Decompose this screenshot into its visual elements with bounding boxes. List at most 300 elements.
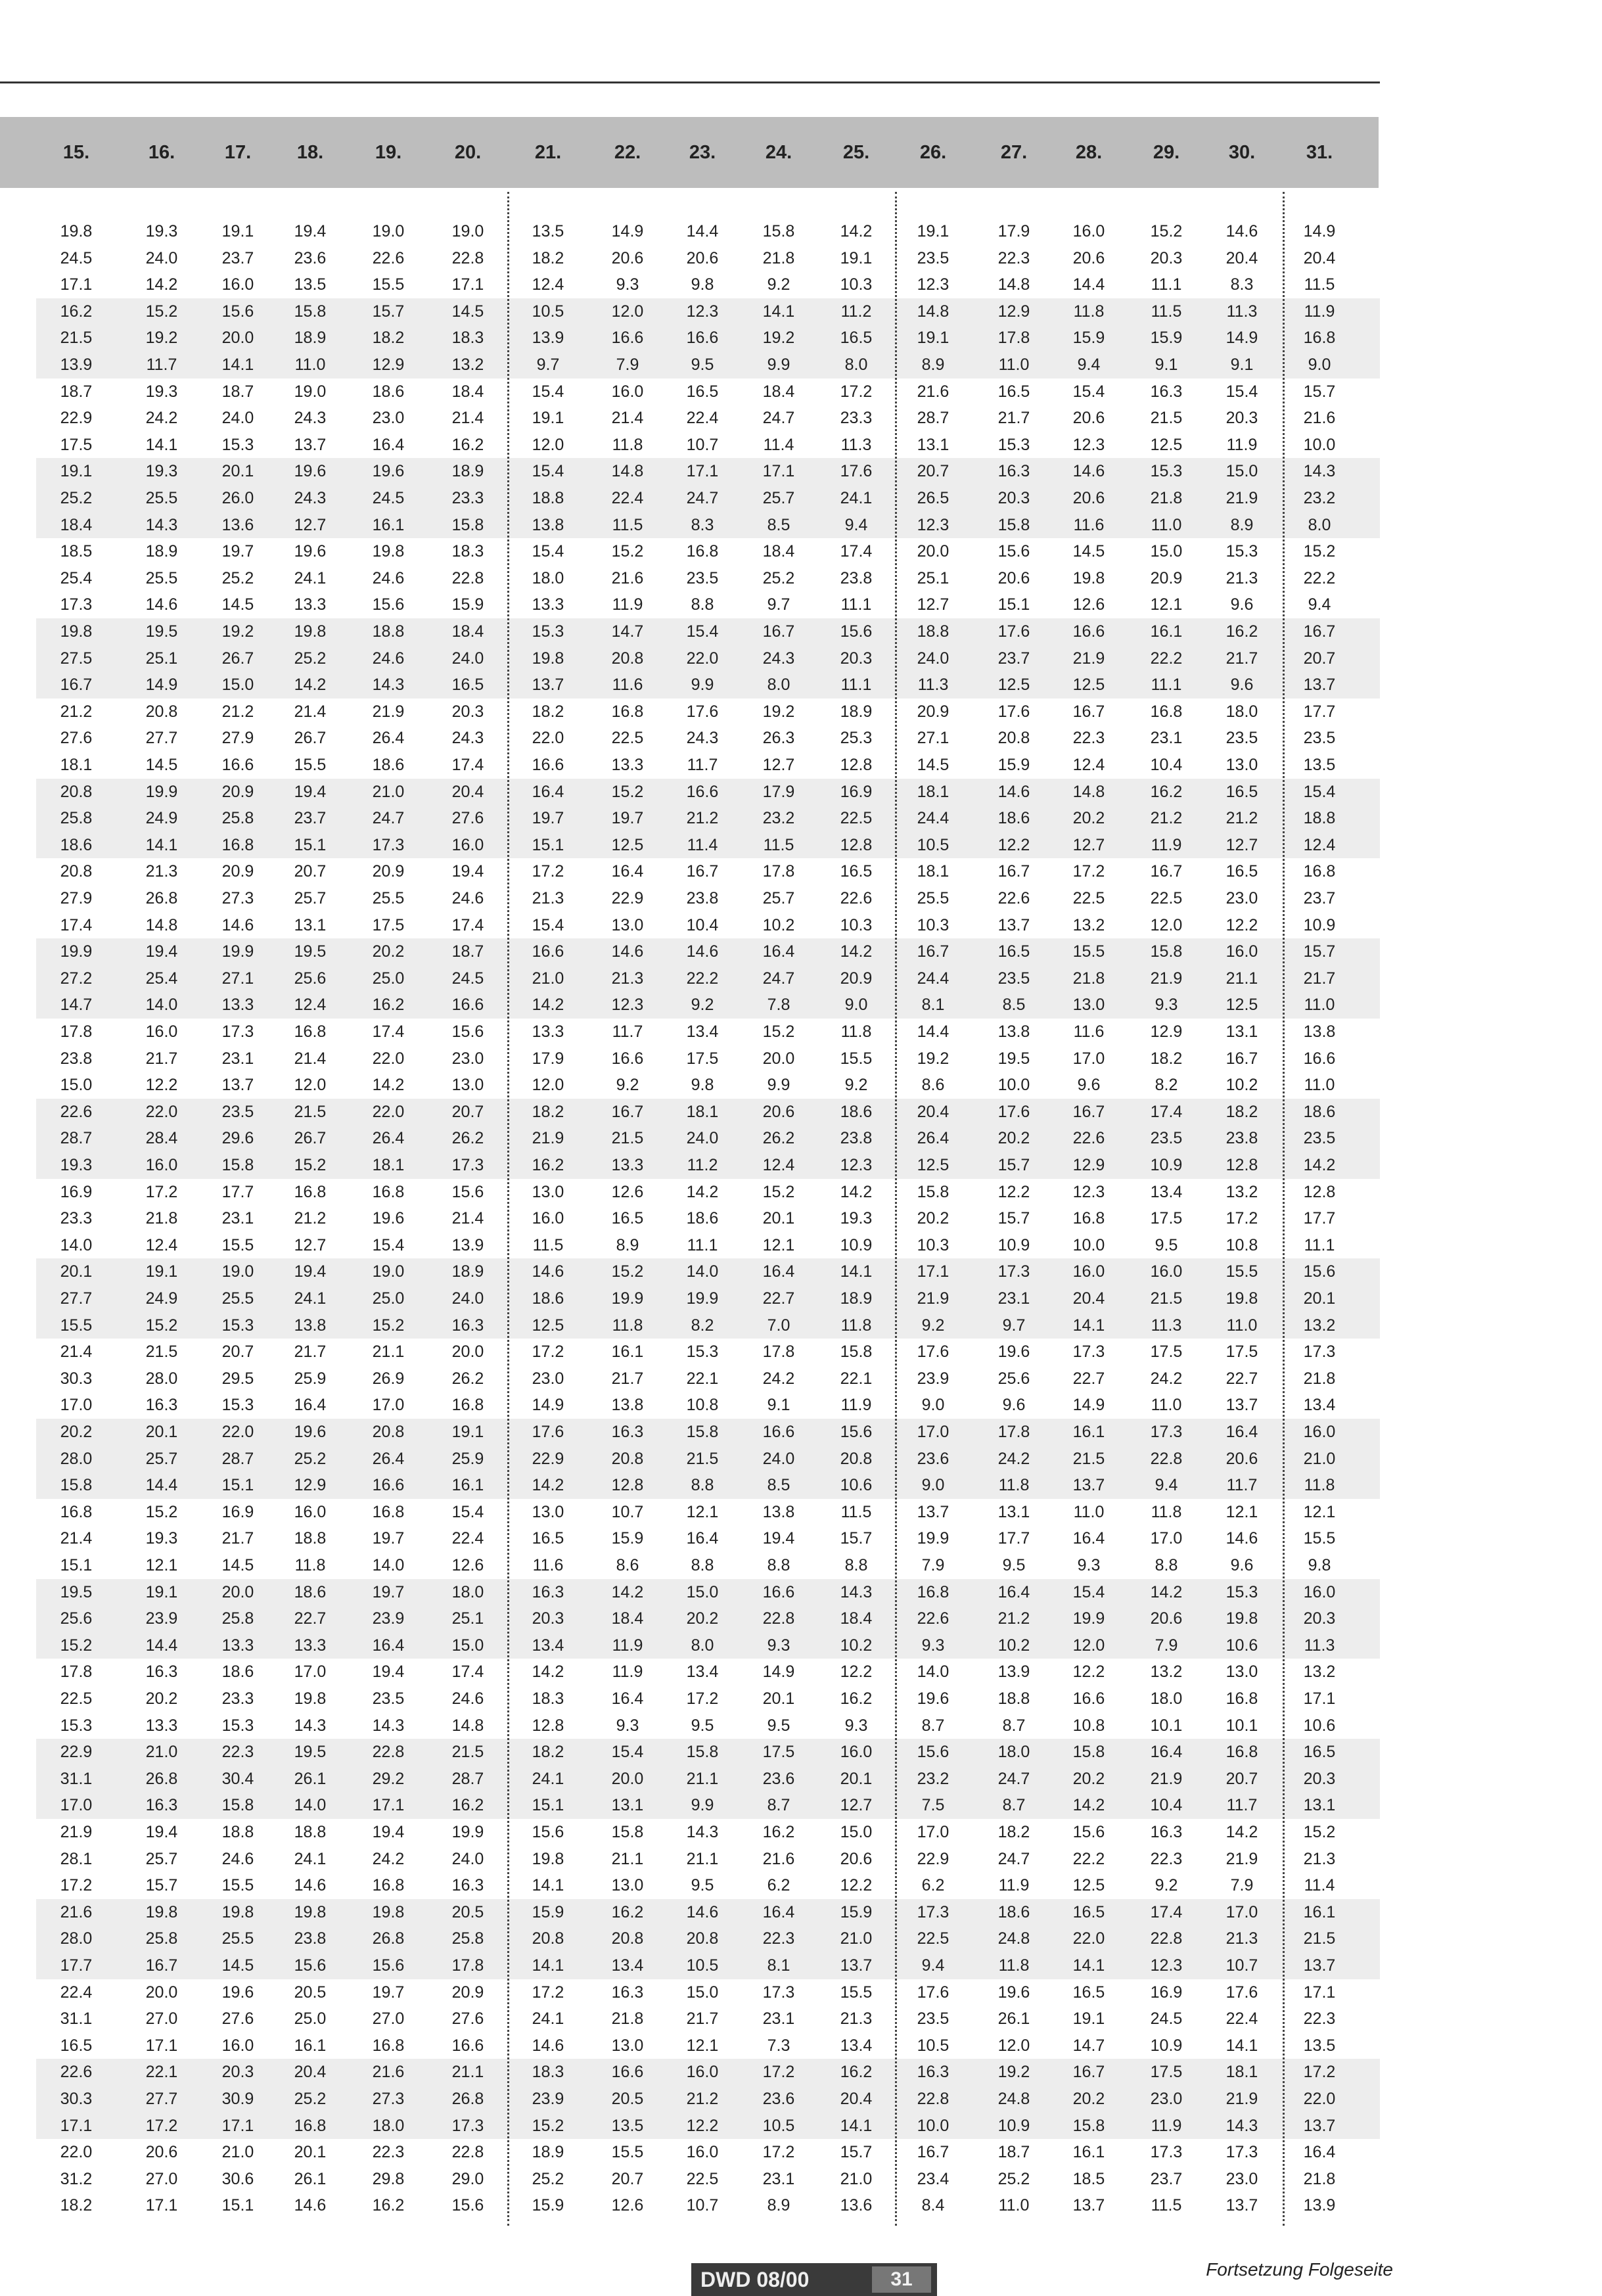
table-cell: 11.8 [612,435,643,454]
table-cell: 16.1 [611,1343,644,1362]
table-cell: 20.5 [451,1902,484,1921]
table-cell: 25.2 [60,489,93,507]
table-cell: 17.6 [997,1102,1030,1121]
table-cell: 20.5 [294,1983,327,2002]
table-cell: 19.1 [917,329,950,348]
table-cell: 16.4 [294,1396,327,1415]
table-cell: 14.9 [1303,222,1336,241]
table-cell: 24.4 [917,809,950,828]
table-cell: 11.4 [687,835,718,854]
table-cell: 15.8 [686,1423,719,1441]
table-cell: 17.1 [221,2116,254,2135]
table-cell: 13.7 [840,1956,873,1975]
table-cell: 11.5 [532,1235,564,1254]
table-cell: 27.1 [221,969,254,988]
table-cell: 15.2 [1150,222,1183,241]
table-cell: 9.3 [616,275,639,294]
table-cell: 22.0 [145,1102,178,1121]
table-cell: 18.2 [532,702,564,721]
table-cell: 14.1 [840,1262,873,1281]
table-cell: 15.9 [532,1902,564,1921]
table-cell: 14.0 [145,996,178,1015]
table-cell: 9.8 [691,1076,714,1095]
table-cell: 16.7 [1072,702,1105,721]
table-cell: 20.8 [60,862,93,881]
table-cell: 9.0 [844,996,868,1015]
table-cell: 17.5 [1225,1343,1258,1362]
table-cell: 11.9 [840,1396,872,1415]
table-cell: 16.7 [1072,2063,1105,2082]
table-cell: 21.3 [532,889,564,907]
table-cell: 25.5 [917,889,950,907]
table-cell: 11.0 [1151,1396,1182,1415]
table-cell: 30.3 [60,2090,93,2108]
table-cell: 25.0 [372,969,405,988]
table-cell: 13.7 [294,435,327,454]
table-cell: 13.8 [762,1502,795,1521]
table-cell: 16.2 [451,435,484,454]
table-cell: 15.3 [532,622,564,641]
day-header-cell: 18. [296,142,324,163]
table-cell: 15.8 [762,222,795,241]
table-cell: 17.3 [221,1022,254,1041]
table-cell: 21.0 [372,782,405,801]
table-cell: 14.0 [917,1663,950,1682]
table-cell: 13.3 [532,1022,564,1041]
table-cell: 16.5 [1303,1743,1336,1762]
table-cell: 19.6 [997,1343,1030,1362]
table-cell: 19.6 [294,542,327,561]
table-cell: 14.6 [294,1876,327,1895]
table-cell: 26.2 [762,1129,795,1148]
table-cell: 20.2 [372,942,405,961]
table-cell: 14.6 [611,942,644,961]
table-cell: 24.2 [145,409,178,428]
table-cell: 13.8 [532,515,564,534]
table-cell: 13.3 [221,996,254,1015]
table-cell: 15.5 [372,275,405,294]
table-cell: 20.6 [1072,409,1105,428]
table-cell: 27.0 [145,2169,178,2188]
table-cell: 15.7 [1303,382,1336,401]
table-cell: 19.0 [372,1262,405,1281]
table-cell: 8.1 [921,996,945,1015]
table-cell: 14.6 [532,2036,564,2055]
table-cell: 8.8 [1155,1556,1178,1574]
table-cell: 10.0 [997,1076,1030,1095]
table-cell: 11.8 [1073,302,1105,321]
table-cell: 7.9 [616,356,639,374]
table-cell: 18.9 [145,542,178,561]
table-cell: 29.0 [451,2169,484,2188]
table-cell: 12.1 [686,2036,719,2055]
table-cell: 17.0 [1072,1049,1105,1068]
table-cell: 19.8 [221,1902,254,1921]
table-cell: 13.1 [611,1796,644,1815]
table-cell: 12.6 [611,1182,644,1201]
table-cell: 19.9 [145,782,178,801]
table-cell: 20.0 [762,1049,795,1068]
table-cell: 8.0 [844,356,868,374]
table-cell: 14.9 [762,1663,795,1682]
table-cell: 24.2 [997,1449,1030,1468]
table-cell: 20.0 [221,329,254,348]
table-cell: 18.3 [532,2063,564,2082]
table-cell: 13.4 [611,1956,644,1975]
table-cell: 17.6 [917,1983,950,2002]
table-cell: 7.0 [767,1316,790,1335]
table-cell: 19.4 [372,1823,405,1841]
table-cell: 7.3 [767,2036,790,2055]
table-cell: 8.8 [767,1556,790,1574]
table-cell: 23.0 [1225,889,1258,907]
table-cell: 20.6 [762,1102,795,1121]
table-cell: 15.0 [451,1636,484,1655]
table-cell: 16.3 [997,462,1030,481]
table-cell: 21.5 [451,1743,484,1762]
table-cell: 9.9 [691,1796,714,1815]
table-cell: 22.9 [532,1449,564,1468]
table-cell: 15.5 [221,1235,254,1254]
table-cell: 16.5 [611,1209,644,1228]
table-cell: 9.3 [767,1636,790,1655]
table-cell: 16.6 [762,1582,795,1601]
table-cell: 15.6 [997,542,1030,561]
table-cell: 21.7 [221,1529,254,1548]
table-cell: 20.7 [221,1343,254,1362]
table-cell: 9.8 [691,275,714,294]
table-cell: 11.8 [1151,1502,1182,1521]
table-cell: 18.8 [917,622,950,641]
table-cell: 18.9 [451,1262,484,1281]
table-cell: 20.0 [451,1343,484,1362]
table-cell: 25.2 [762,568,795,587]
table-cell: 17.8 [60,1663,93,1682]
table-cell: 11.9 [1304,302,1335,321]
table-cell: 21.9 [1225,1849,1258,1868]
table-cell: 13.9 [997,1663,1030,1682]
table-cell: 12.4 [145,1235,178,1254]
table-cell: 24.3 [294,409,327,428]
table-cell: 16.6 [686,329,719,348]
table-cell: 12.2 [840,1663,873,1682]
table-cell: 19.9 [611,1289,644,1308]
table-cell: 9.4 [1155,1476,1178,1495]
table-cell: 13.4 [686,1022,719,1041]
table-cell: 18.8 [997,1689,1030,1708]
table-cell: 26.9 [372,1369,405,1388]
table-cell: 16.0 [221,2036,254,2055]
table-cell: 15.2 [145,1316,178,1335]
table-cell: 21.0 [532,969,564,988]
table-cell: 21.2 [294,1209,327,1228]
table-cell: 17.1 [686,462,719,481]
table-cell: 15.6 [840,622,873,641]
table-cell: 14.3 [1303,462,1336,481]
table-cell: 16.6 [532,942,564,961]
table-cell: 18.0 [372,2116,405,2135]
table-cell: 13.7 [221,1076,254,1095]
table-cell: 25.5 [145,568,178,587]
table-cell: 21.4 [451,409,484,428]
table-cell: 17.4 [451,756,484,774]
table-cell: 10.9 [997,2116,1030,2135]
table-cell: 15.9 [611,1529,644,1548]
table-cell: 25.0 [372,1289,405,1308]
table-cell: 11.1 [840,676,872,695]
table-cell: 15.1 [997,595,1030,614]
table-cell: 17.7 [60,1956,93,1975]
table-cell: 16.0 [611,382,644,401]
table-cell: 11.6 [1073,1022,1105,1041]
table-cell: 11.8 [998,1476,1030,1495]
table-cell: 8.0 [1308,515,1331,534]
table-cell: 14.2 [532,996,564,1015]
table-cell: 15.7 [997,1156,1030,1174]
table-cell: 17.8 [60,1022,93,1041]
table-cell: 17.6 [840,462,873,481]
table-cell: 8.8 [844,1556,868,1574]
table-cell: 18.6 [221,1663,254,1682]
table-cell: 13.4 [686,1663,719,1682]
table-cell: 17.3 [1225,2143,1258,2162]
table-cell: 20.8 [611,649,644,668]
table-cell: 20.9 [451,1983,484,2002]
table-cell: 19.8 [532,1849,564,1868]
table-cell: 10.5 [762,2116,795,2135]
table-cell: 25.2 [294,649,327,668]
table-cell: 12.9 [1072,1156,1105,1174]
table-cell: 12.5 [1225,996,1258,1015]
table-cell: 22.9 [611,889,644,907]
table-cell: 19.4 [294,782,327,801]
table-cell: 17.3 [1072,1343,1105,1362]
table-cell: 18.2 [60,2196,93,2215]
table-cell: 24.5 [60,248,93,267]
table-cell: 13.4 [1150,1182,1183,1201]
table-cell: 12.5 [1150,435,1183,454]
table-cell: 16.1 [294,2036,327,2055]
table-cell: 19.4 [451,862,484,881]
table-cell: 17.4 [840,542,873,561]
table-cell: 13.9 [451,1235,484,1254]
table-cell: 20.1 [762,1209,795,1228]
table-cell: 9.4 [844,515,868,534]
table-cell: 14.8 [611,462,644,481]
table-cell: 23.6 [917,1449,950,1468]
table-cell: 17.3 [451,2116,484,2135]
table-cell: 22.1 [145,2063,178,2082]
table-cell: 16.5 [997,942,1030,961]
table-cell: 19.8 [1225,1609,1258,1628]
table-cell: 11.9 [612,1636,643,1655]
table-cell: 18.6 [372,382,405,401]
table-cell: 17.7 [997,1529,1030,1548]
table-cell: 21.6 [372,2063,405,2082]
table-cell: 13.1 [997,1502,1030,1521]
table-cell: 16.3 [1150,1823,1183,1841]
table-cell: 16.1 [1303,1902,1336,1921]
table-cell: 14.5 [221,1956,254,1975]
table-cell: 24.0 [451,649,484,668]
table-cell: 17.4 [1150,1902,1183,1921]
table-cell: 10.7 [611,1502,644,1521]
table-cell: 17.5 [1150,1209,1183,1228]
table-cell: 24.6 [451,1689,484,1708]
table-cell: 24.6 [372,649,405,668]
table-cell: 21.0 [221,2143,254,2162]
table-cell: 18.6 [997,809,1030,828]
table-cell: 11.8 [998,1956,1030,1975]
table-cell: 20.4 [1303,248,1336,267]
table-cell: 9.6 [1230,676,1254,695]
table-cell: 9.6 [1077,1076,1101,1095]
table-cell: 13.7 [1072,1476,1105,1495]
table-cell: 15.6 [1072,1823,1105,1841]
table-cell: 18.3 [451,329,484,348]
table-cell: 8.1 [767,1956,790,1975]
table-cell: 23.5 [686,568,719,587]
table-cell: 21.3 [611,969,644,988]
table-cell: 25.5 [221,1929,254,1948]
table-cell: 15.8 [451,515,484,534]
table-cell: 11.0 [294,356,326,374]
table-cell: 16.1 [451,1476,484,1495]
table-cell: 21.2 [686,2090,719,2108]
table-cell: 12.3 [1150,1956,1183,1975]
table-cell: 19.2 [762,702,795,721]
table-cell: 20.8 [997,729,1030,748]
table-cell: 15.5 [1072,942,1105,961]
table-cell: 12.8 [1303,1182,1336,1201]
table-cell: 17.4 [1150,1102,1183,1121]
table-cell: 24.6 [221,1849,254,1868]
day-header-cell: 27. [1000,142,1028,163]
table-cell: 27.7 [145,729,178,748]
table-cell: 22.0 [1072,1929,1105,1948]
day-header-cell: 24. [765,142,792,163]
table-cell: 10.1 [1225,1716,1258,1735]
table-cell: 16.4 [1225,1423,1258,1441]
table-cell: 16.7 [60,676,93,695]
table-cell: 19.1 [221,222,254,241]
table-cell: 16.6 [611,329,644,348]
table-cell: 23.8 [840,1129,873,1148]
table-cell: 9.6 [1230,1556,1254,1574]
table-cell: 24.1 [294,568,327,587]
table-cell: 10.0 [917,2116,950,2135]
table-cell: 21.4 [60,1529,93,1548]
table-cell: 15.2 [611,782,644,801]
table-cell: 25.5 [145,489,178,507]
table-cell: 16.0 [145,1022,178,1041]
table-cell: 10.7 [686,2196,719,2215]
table-cell: 19.7 [221,542,254,561]
table-cell: 17.8 [997,1423,1030,1441]
table-cell: 16.0 [451,835,484,854]
table-cell: 15.0 [1150,542,1183,561]
table-cell: 22.2 [1303,568,1336,587]
table-cell: 22.5 [686,2169,719,2188]
table-cell: 19.2 [145,329,178,348]
table-cell: 22.4 [686,409,719,428]
table-cell: 15.3 [997,435,1030,454]
table-cell: 26.8 [145,889,178,907]
table-cell: 24.3 [762,649,795,668]
table-cell: 8.9 [921,356,945,374]
table-cell: 17.0 [917,1423,950,1441]
table-cell: 13.0 [532,1502,564,1521]
table-cell: 16.0 [294,1502,327,1521]
table-cell: 23.0 [372,409,405,428]
table-cell: 12.1 [1150,595,1183,614]
table-cell: 13.5 [532,222,564,241]
table-cell: 19.6 [372,1209,405,1228]
table-cell: 14.9 [145,676,178,695]
table-cell: 25.1 [451,1609,484,1628]
table-cell: 17.1 [1303,1983,1336,2002]
table-cell: 14.0 [60,1235,93,1254]
table-cell: 13.7 [532,676,564,695]
table-cell: 16.0 [221,275,254,294]
table-cell: 23.0 [532,1369,564,1388]
table-cell: 19.7 [611,809,644,828]
table-cell: 17.3 [1150,2143,1183,2162]
table-cell: 15.1 [294,835,327,854]
table-cell: 29.2 [372,1769,405,1788]
table-cell: 22.2 [1150,649,1183,668]
table-cell: 15.4 [1303,782,1336,801]
table-cell: 10.8 [1225,1235,1258,1254]
table-cell: 15.2 [294,1156,327,1174]
table-cell: 20.2 [997,1129,1030,1148]
table-cell: 12.7 [294,1235,327,1254]
table-cell: 12.0 [1150,915,1183,934]
table-cell: 21.2 [997,1609,1030,1628]
table-cell: 23.2 [1303,489,1336,507]
table-cell: 22.5 [917,1929,950,1948]
table-cell: 23.8 [686,889,719,907]
table-cell: 8.2 [1155,1076,1178,1095]
table-cell: 12.2 [686,2116,719,2135]
table-cell: 20.6 [1072,248,1105,267]
table-cell: 21.2 [1150,809,1183,828]
table-cell: 13.3 [294,595,327,614]
table-cell: 20.6 [611,248,644,267]
table-cell: 15.6 [372,595,405,614]
table-cell: 9.3 [844,1716,868,1735]
table-cell: 14.6 [1225,222,1258,241]
table-cell: 22.3 [221,1743,254,1762]
table-cell: 17.5 [372,915,405,934]
table-cell: 16.8 [611,702,644,721]
table-cell: 26.4 [917,1129,950,1148]
table-cell: 10.6 [1225,1636,1258,1655]
table-cell: 19.1 [532,409,564,428]
table-cell: 16.3 [145,1396,178,1415]
table-cell: 15.7 [372,302,405,321]
table-cell: 22.3 [1072,729,1105,748]
table-cell: 19.8 [294,622,327,641]
table-cell: 21.9 [1072,649,1105,668]
table-cell: 25.8 [221,809,254,828]
table-cell: 12.2 [1225,915,1258,934]
table-cell: 21.1 [372,1343,405,1362]
table-cell: 17.0 [917,1823,950,1841]
table-cell: 17.6 [532,1423,564,1441]
table-cell: 26.0 [221,489,254,507]
table-cell: 20.3 [1303,1609,1336,1628]
